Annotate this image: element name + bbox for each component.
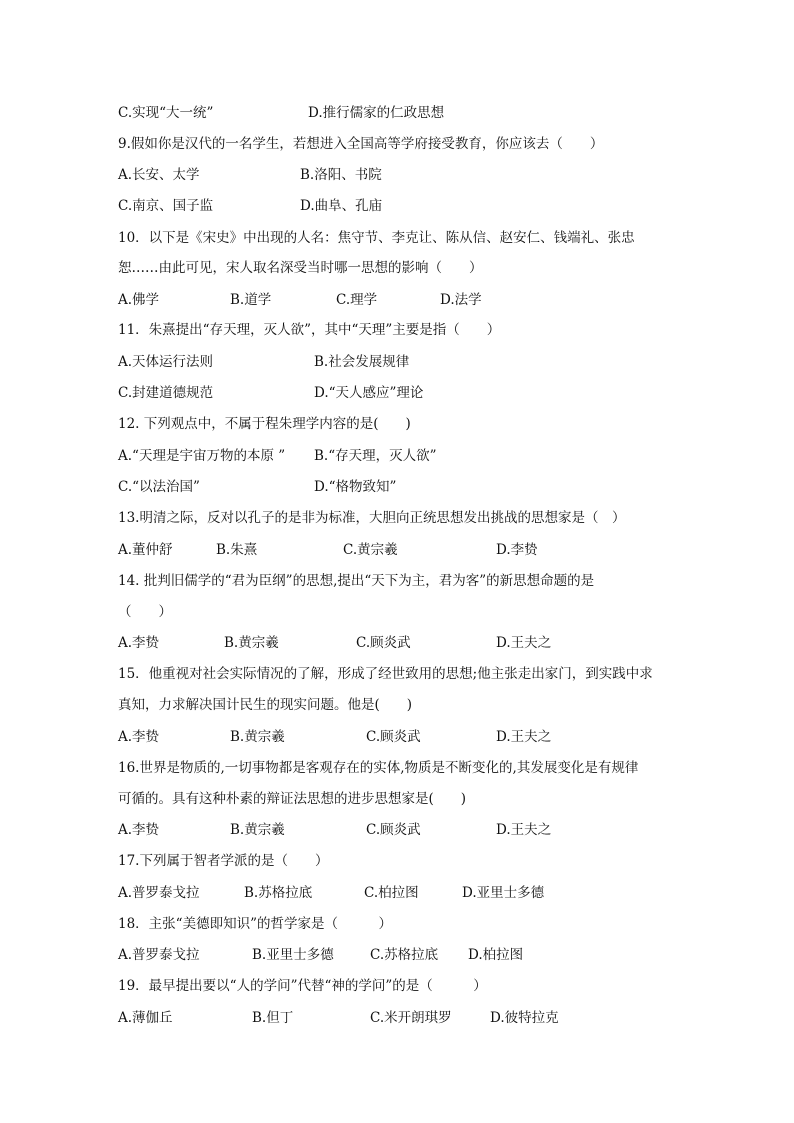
q18-option-a: A.普罗泰戈拉 [118, 947, 200, 963]
question-14-text-2: （ ） [118, 604, 172, 620]
q12-option-b: B.“存天理，灭人欲” [314, 448, 437, 464]
q10-option-a: A.佛学 [118, 292, 160, 308]
q19-option-b: B.但丁 [252, 1010, 294, 1026]
q18-option-d: D.柏拉图 [468, 947, 524, 963]
q16-option-d: D.王夫之 [496, 822, 552, 838]
q18-option-c: C.苏格拉底 [370, 947, 439, 963]
q10-option-b: B.道学 [230, 292, 272, 308]
q11-option-b: B.社会发展规律 [314, 354, 410, 370]
q17-option-c: C.柏拉图 [364, 885, 419, 901]
question-16-text-1: 16.世界是物质的,一切事物都是客观存在的实体,物质是不断变化的,其发展变化是有规律 [118, 760, 639, 776]
q12-option-d: D.“格物致知” [314, 479, 397, 495]
question-15-text-1: 15．他重视对社会实际情况的了解，形成了经世致用的思想;他主张走出家门，到实践中求 [118, 666, 653, 682]
q15-option-c: C.顾炎武 [366, 729, 421, 745]
q14-option-a: A.李贽 [118, 635, 160, 651]
q11-option-c: C.封建道德规范 [118, 385, 214, 401]
q11-option-a: A.天体运行法则 [118, 354, 214, 370]
q14-option-b: B.黄宗羲 [224, 635, 279, 651]
question-19-text: 19．最早提出要以“人的学问”代替“神的学问”的是（ ） [118, 978, 487, 994]
q16-option-b: B.黄宗羲 [230, 822, 285, 838]
q16-option-c: C.顾炎武 [366, 822, 421, 838]
q12-option-a: A.“天理是宇宙万物的本原 ” [118, 448, 286, 464]
q17-option-d: D.亚里士多德 [462, 885, 545, 901]
question-10-text-1: 10．以下是《宋史》中出现的人名：焦守节、李克让、陈从信、赵安仁、钱端礼、张忠 [118, 230, 635, 246]
q10-option-d: D.法学 [440, 292, 482, 308]
q13-option-c: C.黄宗羲 [343, 542, 398, 558]
q13-option-b: B.朱熹 [216, 542, 258, 558]
q17-option-b: B.苏格拉底 [244, 885, 313, 901]
question-16-text-2: 可循的。具有这种朴素的辩证法思想的进步思想家是( ) [118, 791, 467, 807]
question-14-text-1: 14. 批判旧儒学的“君为臣纲”的思想,提出“天下为主，君为客”的新思想命题的是 [118, 573, 595, 589]
q15-option-b: B.黄宗羲 [230, 729, 285, 745]
q14-option-d: D.王夫之 [496, 635, 552, 651]
q17-option-a: A.普罗泰戈拉 [118, 885, 200, 901]
prev-option-d: D.推行儒家的仁政思想 [308, 105, 445, 121]
question-12-text: 12. 下列观点中，不属于程朱理学内容的是( ) [118, 416, 411, 432]
question-15-text-2: 真知，力求解决国计民生的现实问题。他是( ) [118, 697, 413, 713]
question-9-text: 9.假如你是汉代的一名学生，若想进入全国高等学府接受教育，你应该去（ ） [118, 136, 604, 152]
q19-option-a: A.薄伽丘 [118, 1010, 173, 1026]
q14-option-c: C.顾炎武 [356, 635, 411, 651]
q19-option-c: C.米开朗琪罗 [370, 1010, 452, 1026]
question-17-text: 17.下列属于智者学派的是（ ） [118, 853, 329, 869]
question-13-text: 13.明清之际，反对以孔子的是非为标准，大胆向正统思想发出挑战的思想家是（ ） [118, 510, 626, 526]
q9-option-d: D.曲阜、孔庙 [300, 198, 383, 214]
q13-option-d: D.李贽 [496, 542, 538, 558]
q19-option-d: D.彼特拉克 [490, 1010, 559, 1026]
q15-option-a: A.李贽 [118, 729, 160, 745]
q12-option-c: C.“以法治国” [118, 479, 200, 495]
q9-option-b: B.洛阳、书院 [300, 167, 382, 183]
question-18-text: 18．主张“美德即知识”的哲学家是（ ） [118, 916, 392, 932]
question-10-text-2: 恕……由此可见，宋人取名深受当时哪一思想的影响（ ） [118, 260, 483, 276]
q11-option-d: D.“天人感应”理论 [314, 385, 424, 401]
q10-option-c: C.理学 [336, 292, 378, 308]
q9-option-a: A.长安、太学 [118, 167, 200, 183]
question-11-text: 11．朱熹提出“存天理，灭人欲”，其中“天理”主要是指（ ） [118, 322, 501, 338]
q9-option-c: C.南京、国子监 [118, 198, 214, 214]
q15-option-d: D.王夫之 [496, 729, 552, 745]
prev-option-c: C.实现“大一统” [118, 105, 214, 121]
q13-option-a: A.董仲舒 [118, 542, 173, 558]
q16-option-a: A.李贽 [118, 822, 160, 838]
q18-option-b: B.亚里士多德 [252, 947, 334, 963]
